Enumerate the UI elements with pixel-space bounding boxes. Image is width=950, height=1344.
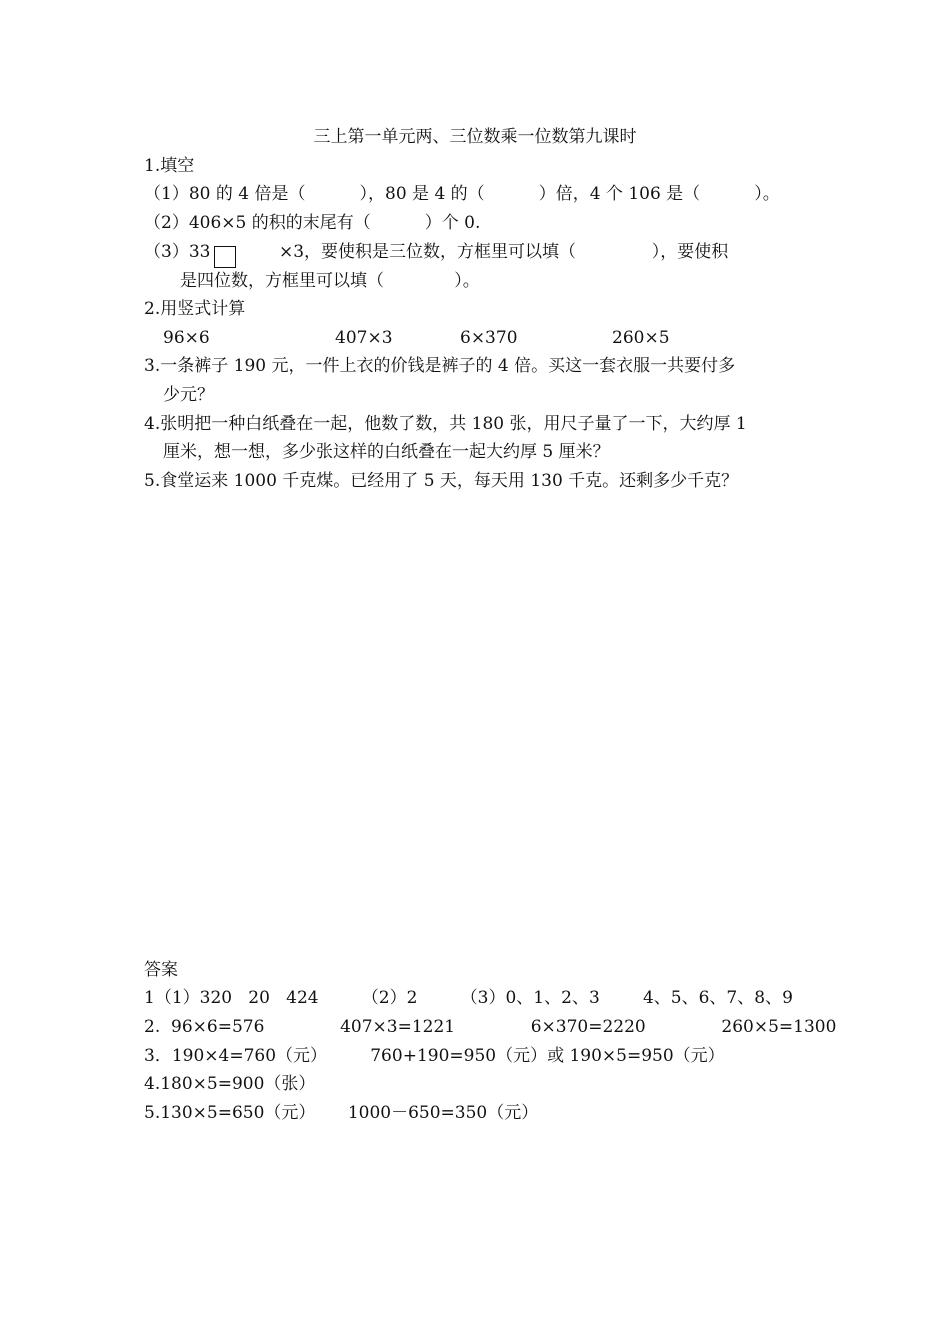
question-1-part-3: [144, 241, 844, 263]
answers-heading: 答案: [144, 960, 178, 980]
answer-4: 4.180×5=900（张）: [144, 1074, 316, 1094]
calc-item-4: 260×5: [612, 328, 670, 348]
question-1-part-2: （2）406×5 的积的末尾有（ ）个 0.: [144, 213, 481, 233]
question-1-part-3-prefix: （3）33: [144, 242, 211, 262]
question-1-heading: 1.填空: [144, 156, 195, 176]
calc-item-1: 96×6: [163, 328, 210, 348]
answer-3: 3．190×4=760（元） 760+190=950（元）或 190×5=950（元）: [144, 1046, 725, 1066]
calc-item-3: 6×370: [460, 328, 518, 348]
blank-box: [214, 246, 236, 268]
question-4-line-2: 厘米，想一想，多少张这样的白纸叠在一起大约厚 5 厘米？: [163, 442, 610, 462]
question-5: 5.食堂运来 1000 千克煤。已经用了 5 天，每天用 130 千克。还剩多少千克？: [144, 471, 739, 491]
question-3-line-2: 少元？: [163, 385, 214, 405]
question-4-line-1: 4.张明把一种白纸叠在一起，他数了数，共 180 张，用尺子量了一下，大约厚 1: [144, 414, 747, 434]
page-title: 三上第一单元两、三位数乘一位数第九课时: [313, 127, 637, 147]
question-1-part-3-rest: ×3，要使积是三位数，方框里可以填（ ），要使积: [279, 242, 729, 262]
question-3-line-1: 3.一条裤子 190 元，一件上衣的价钱是裤子的 4 倍。买这一套衣服一共要付多: [144, 356, 736, 376]
answer-5: 5.130×5=650（元） 1000－650=350（元）: [144, 1103, 539, 1123]
question-1-part-1: （1）80 的 4 倍是（ ），80 是 4 的（ ）倍，4 个 106 是（ ）。: [144, 184, 780, 204]
question-2-heading: 2.用竖式计算: [144, 299, 246, 319]
calc-item-2: 407×3: [335, 328, 393, 348]
question-1-part-3-line-2: 是四位数，方框里可以填（ ）。: [180, 271, 480, 291]
answer-1: 1（1）320 20 424 （2）2 （3）0、1、2、3 4、5、6、7、8、9: [144, 988, 793, 1008]
answer-2: 2. 96×6=576 407×3=1221 6×370=2220 260×5=1300: [144, 1017, 837, 1037]
